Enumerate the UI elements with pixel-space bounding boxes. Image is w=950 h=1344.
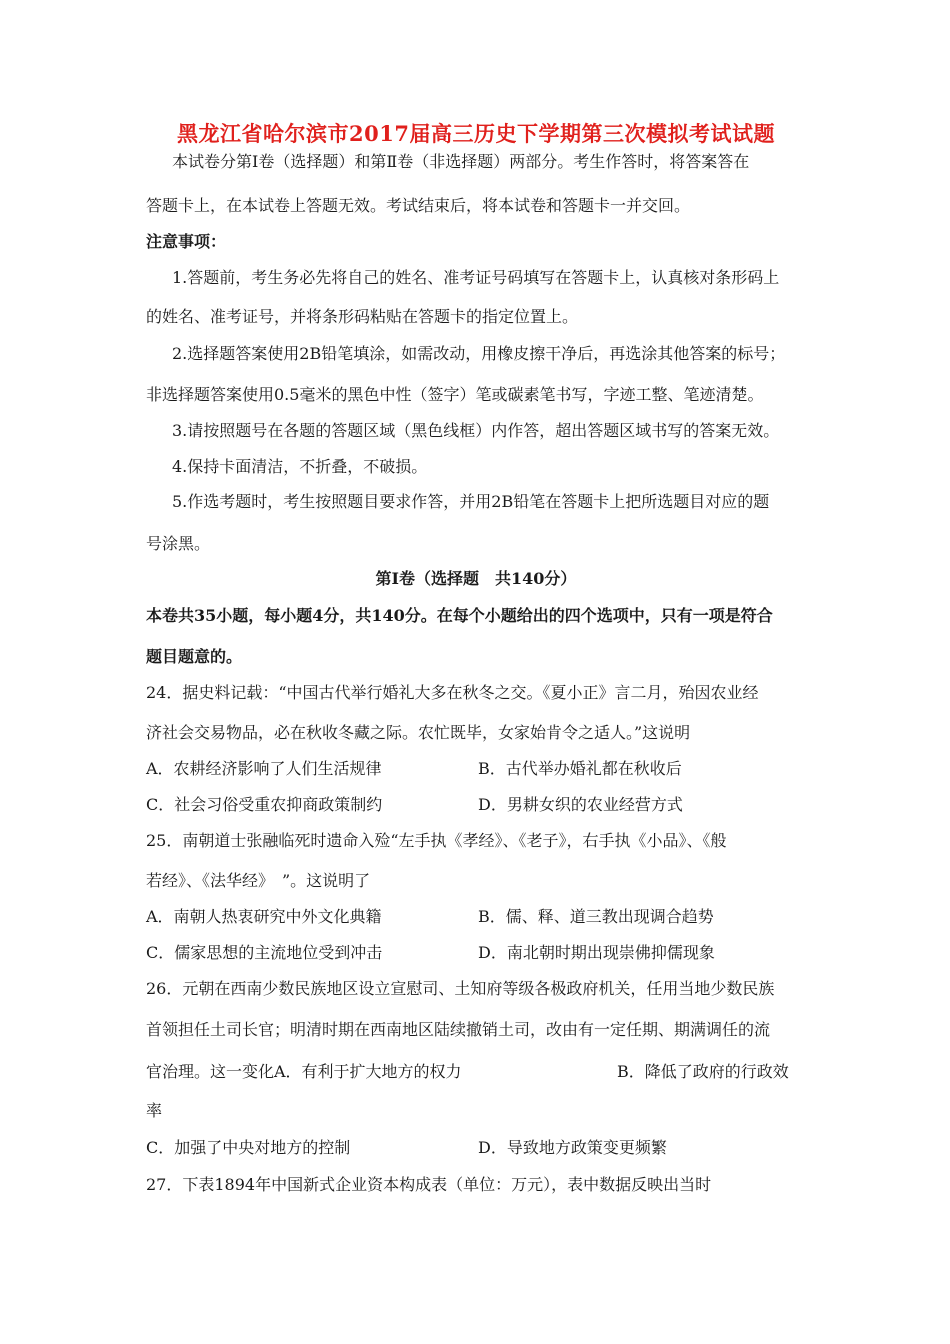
q26-option-b: B．降低了政府的行政效	[617, 1062, 789, 1081]
notice-1a: 1.答题前，考生务必先将自己的姓名、准考证号码填写在答题卡上，认真核对条形码上	[172, 268, 780, 287]
intro-line-2: 答题卡上，在本试卷上答题无效。考试结束后，将本试卷和答题卡一并交回。	[146, 196, 691, 215]
notice-heading: 注意事项：	[146, 232, 227, 251]
q26-option-c: C．加强了中央对地方的控制	[146, 1138, 351, 1157]
notice-2a: 2.选择题答案使用2B铅笔填涂，如需改动，用橡皮擦干净后，再选涂其他答案的标号；	[172, 344, 786, 363]
intro-line-1: 本试卷分第Ⅰ卷（选择题）和第Ⅱ卷（非选择题）两部分。考生作答时，将答案答在	[172, 152, 750, 171]
notice-4: 4.保持卡面清洁，不折叠，不破损。	[172, 457, 428, 476]
section-title: 第Ⅰ卷（选择题 共140分）	[375, 569, 577, 588]
page-title: 黑龙江省哈尔滨市2017届高三历史下学期第三次模拟考试试题	[177, 121, 775, 146]
q26-stem-1: 26．元朝在西南少数民族地区设立宣慰司、土知府等级各极政府机关，任用当地少数民族	[146, 979, 775, 998]
q26-option-d: D．导致地方政策变更频繁	[478, 1138, 667, 1157]
q25-option-d: D．南北朝时期出现崇佛抑儒现象	[478, 943, 715, 962]
q24-option-d: D．男耕女织的农业经营方式	[478, 795, 683, 814]
q24-option-c: C．社会习俗受重农抑商政策制约	[146, 795, 383, 814]
notice-2b: 非选择题答案使用0.5毫米的黑色中性（签字）笔或碳素笔书写，字迹工整、笔迹清楚。	[146, 385, 764, 404]
q25-option-c: C．儒家思想的主流地位受到冲击	[146, 943, 383, 962]
q26-stem-2: 首领担任土司长官；明清时期在西南地区陆续撤销土司，改由有一定任期、期满调任的流	[146, 1020, 771, 1039]
q25-option-b: B．儒、释、道三教出现调合趋势	[478, 907, 714, 926]
notice-5a: 5.作选考题时，考生按照题目要求作答，并用2B铅笔在答题卡上把所选题目对应的题	[172, 492, 770, 511]
q24-option-a: A．农耕经济影响了人们生活规律	[146, 759, 382, 778]
notice-1b: 的姓名、准考证号，并将条形码粘贴在答题卡的指定位置上。	[146, 307, 579, 326]
q25-stem-2: 若经》、《法华经》 ”。这说明了	[146, 871, 371, 890]
q24-option-b: B．古代举办婚礼都在秋收后	[478, 759, 682, 778]
q27-stem-1: 27．下表1894年中国新式企业资本构成表（单位：万元），表中数据反映出当时	[146, 1175, 712, 1194]
q25-stem-1: 25．南朝道士张融临死时遗命入殓“左手执《孝经》、《老子》，右手执《小品》、《般	[146, 831, 727, 850]
q24-stem-2: 济社会交易物品，必在秋收冬藏之际。农忙既毕，女家始肯令之适人。”这说明	[146, 723, 691, 742]
q25-option-a: A．南朝人热衷研究中外文化典籍	[146, 907, 382, 926]
notice-3: 3.请按照题号在各题的答题区域（黑色线框）内作答，超出答题区域书写的答案无效。	[172, 421, 780, 440]
section-desc-2: 题目题意的。	[146, 647, 243, 666]
q26-option-b-cont: 率	[146, 1101, 163, 1120]
q26-stem-3: 官治理。这一变化A．有利于扩大地方的权力	[146, 1062, 462, 1081]
q24-stem-1: 24．据史料记载：“中国古代举行婚礼大多在秋冬之交。《夏小正》言二月，殆因农业经	[146, 683, 759, 702]
section-desc-1: 本卷共35小题，每小题4分，共140分。在每个小题给出的四个选项中，只有一项是符合	[146, 606, 773, 625]
notice-5b: 号涂黑。	[146, 534, 211, 553]
